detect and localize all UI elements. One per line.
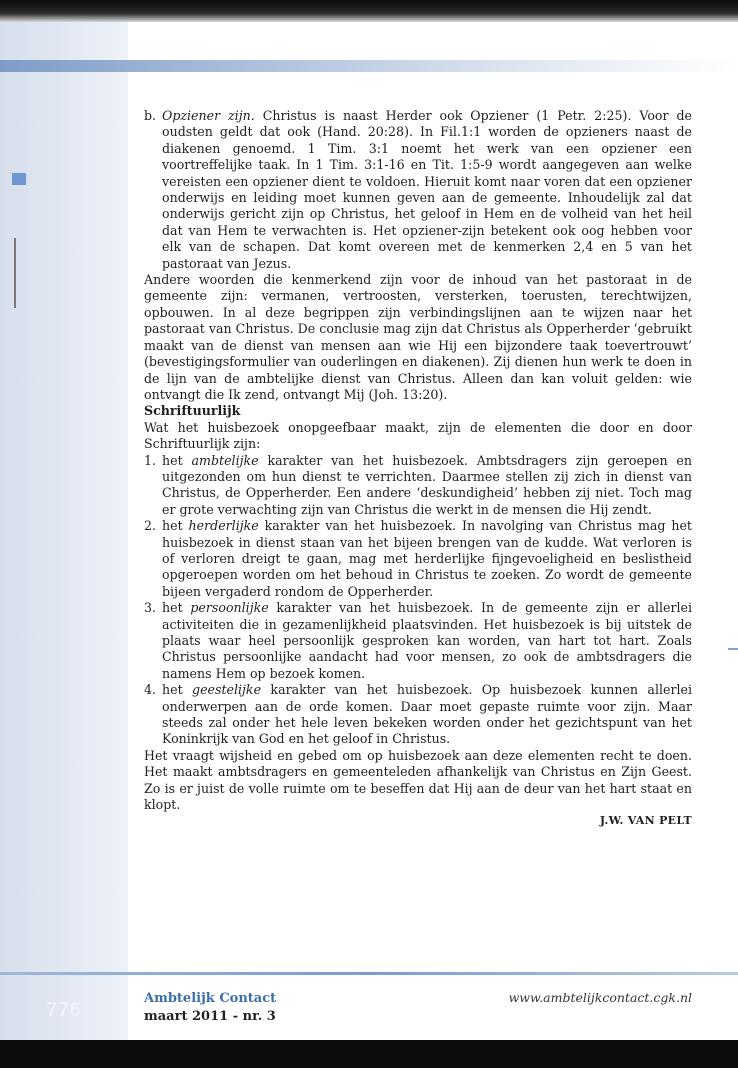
margin-marker bbox=[12, 173, 26, 185]
list-item-term: Opziener zijn. bbox=[162, 108, 255, 123]
list-item-prefix: het bbox=[162, 600, 191, 616]
list-item-term: geestelijke bbox=[192, 682, 262, 698]
body-paragraph: Andere woorden die kenmerkend zijn voor de inhoud van het pastoraat in de gemeente zijn: vermanen, vertroosten, versterken, toerusten, terechtwijzen, opbouwen. In al deze begrippen zijn verbindingslijnen aan te wijzen naar het pastoraat van Christus. De conclusie mag zijn dat Christus als Opperherder ‘gebruikt maakt van de dienst van mensen aan wie Hij een bijzondere taak toevertrouwt’ (bevestigingsformulier van ouderlingen en diakenen). Zij dienen hun werk te doen in de lijn van de ambtelijke dienst van Christus. Alleen dan kan voluit gelden: wie ontvangt die Ik zend, ontvangt Mij (Joh. 13:20). bbox=[144, 272, 692, 402]
list-item-body: karakter van het huisbezoek. Op huisbezoek kunnen allerlei onderwerpen aan de orde komen. Daar moet gepaste ruimte voor zijn. Maar steeds zal onder het hele leven bekeken worden onder het gezichtspunt van het Koninkrijk van God en het geloof in Christus. bbox=[162, 682, 692, 747]
list-marker: 4. bbox=[144, 682, 157, 698]
list-marker: b. bbox=[144, 108, 157, 123]
list-item bbox=[144, 518, 692, 600]
closing-paragraph: Het vraagt wijsheid en gebed om op huisbezoek aan deze elementen recht te doen. Het maakt ambtsdragers en gemeenteleden afhankelijk van Christus en Zijn Geest. Zo is er juist de volle ruimte om te beseffen dat Hij aan de deur van het hart staat en klopt. bbox=[144, 747, 692, 813]
issue-label: maart 2011 - nr. 3 bbox=[144, 1009, 276, 1024]
list-marker: 3. bbox=[144, 600, 157, 616]
list-item-body: Christus is naast Herder ook Opziener (1 Petr. 2:25). Voor de oudsten geldt dat ook (Hand. 20:28). In Fil.1:1 worden de opzieners naast de diakenen genoemd. 1 Tim. 3:1 noemt het werk van een opziener een voortreffelijke taak. In 1 Tim. 3:1-16 en Tit. 1:5-9 wordt aangegeven aan welke vereisten een opziener dient te voldoen. Hieruit komt naar voren dat een opziener onderwijs en leiding moet kunnen geven aan de gemeente. Inhoudelijk zal dat onderwijs gericht zijn op Christus, het geloof in Hem en de volheid van het heil dat van Hem te verwachten is. Het opziener-zijn betekent ook oog hebben voor elk van de schapen. Dat komt overeen met de kenmerken 2,4 en 5 van het pastoraat van Jezus. bbox=[162, 108, 692, 271]
list-item-term: persoonlijke bbox=[190, 600, 269, 616]
list-item-prefix: het bbox=[162, 518, 189, 534]
page-number: 776 bbox=[46, 1000, 82, 1021]
magazine-name: Ambtelijk Contact bbox=[144, 991, 277, 1006]
list-marker: 1. bbox=[144, 452, 157, 468]
article-body bbox=[144, 108, 692, 830]
author-byline: J.W. VAN PELT bbox=[599, 814, 692, 828]
list-item-term: herderlijke bbox=[188, 518, 259, 534]
scan-border-top bbox=[0, 0, 738, 22]
right-edge-tick bbox=[728, 648, 738, 650]
list-item-text bbox=[162, 453, 692, 519]
section-intro: Wat het huisbezoek onopgeefbaar maakt, zijn de elementen die door en door Schriftuurlijk zijn: bbox=[144, 419, 692, 452]
list-item bbox=[144, 682, 692, 748]
list-item-text bbox=[162, 108, 692, 272]
top-color-band bbox=[0, 60, 738, 72]
list-marker: 2. bbox=[144, 518, 157, 534]
list-item-b bbox=[144, 108, 692, 272]
magazine-info bbox=[144, 990, 276, 1026]
list-item bbox=[144, 600, 692, 682]
list-item-text bbox=[162, 600, 692, 682]
footer-rule bbox=[0, 972, 738, 975]
list-item-prefix: het bbox=[162, 452, 192, 468]
list-item-text bbox=[162, 518, 692, 600]
list-item-term: ambtelijke bbox=[191, 452, 259, 468]
list-item-body: karakter van het huisbezoek. In de gemeente zijn er allerlei activiteiten die in gezamenlijkheid plaatsvinden. Het huisbezoek is bij uitstek de plaats waar heel persoonlijk gesproken kan worden, van hart tot hart. Zoals Christus persoonlijke aandacht had voor mensen, zo ook de ambtsdragers die namens Hem op bezoek komen. bbox=[162, 600, 692, 681]
list-item bbox=[144, 453, 692, 519]
list-item-text bbox=[162, 682, 692, 748]
list-item-body: karakter van het huisbezoek. In navolging van Christus mag het huisbezoek in dienst staan van het bijeen brengen van de kudde. Wat verloren is of verloren dreigt te gaan, mag met herderlijke fijngevoeligheid en beslistheid opgeroepen worden om het behoud in Christus te zoeken. Zo wordt de gemeente bijeen vergaderd rondom de Opperherder. bbox=[162, 518, 692, 599]
section-heading: Schriftuurlijk bbox=[144, 403, 241, 419]
list-item-body: karakter van het huisbezoek. Ambtsdragers zijn geroepen en uitgezonden om hun dienst te verrichten. Daarmee stellen zij zich in dienst van Christus, de Opperherder. Een andere ‘deskundigheid’ hebben zij niet. Toch mag er grote verwachting zijn van Christus die werkt in de mensen die Hij zendt. bbox=[162, 452, 692, 517]
website-link[interactable]: www.ambtelijkcontact.cgk.nl bbox=[508, 990, 692, 1005]
list-item-prefix: het bbox=[162, 682, 193, 698]
scan-border-bottom bbox=[0, 1040, 738, 1068]
margin-tick bbox=[14, 238, 16, 308]
